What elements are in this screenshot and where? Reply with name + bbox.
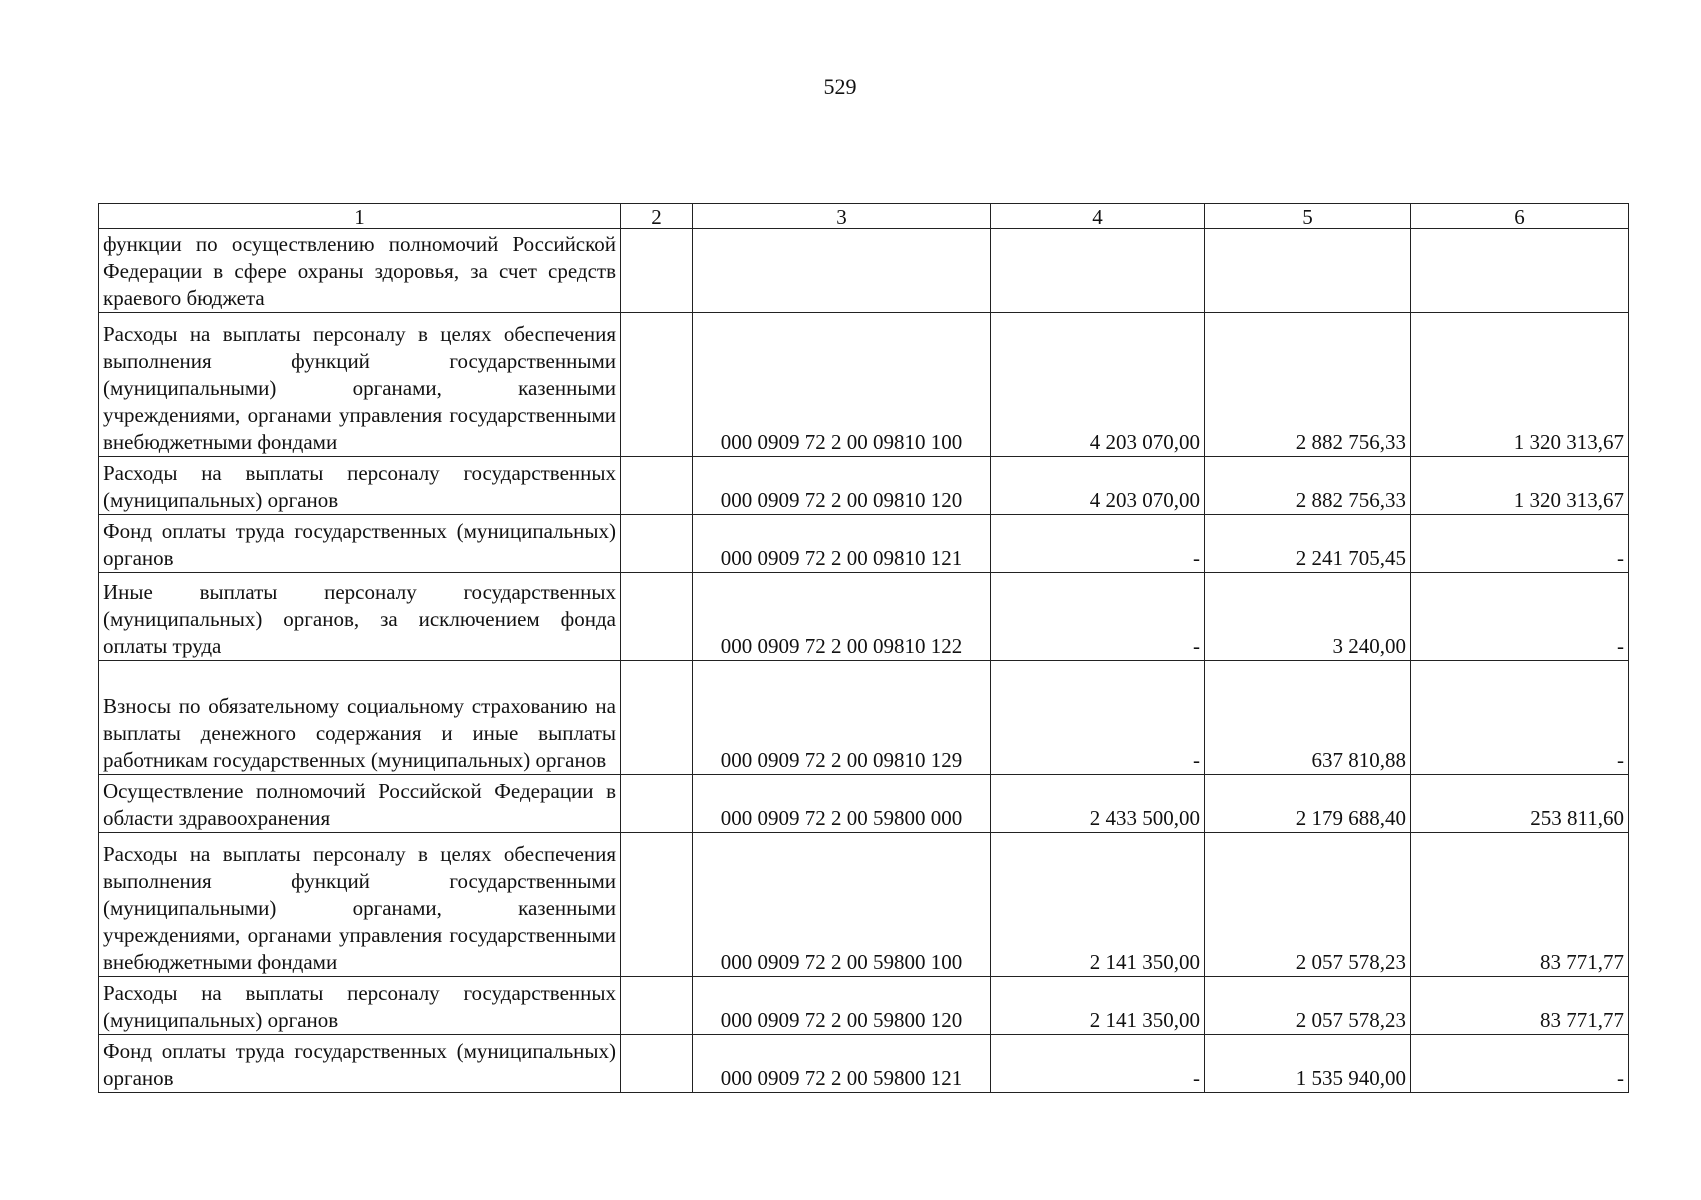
row-col5: 2 057 578,23 xyxy=(1205,833,1411,977)
row-code: 000 0909 72 2 00 09810 100 xyxy=(693,313,991,457)
col-header-5: 5 xyxy=(1205,204,1411,229)
row-col6 xyxy=(1411,229,1629,313)
row-col4: - xyxy=(991,515,1205,573)
row-col4: - xyxy=(991,661,1205,775)
row-col2 xyxy=(621,977,693,1035)
row-col2 xyxy=(621,661,693,775)
table-row xyxy=(99,229,1629,313)
table-row xyxy=(99,977,1629,1035)
row-col6: - xyxy=(1411,1035,1629,1093)
row-description: Фонд оплаты труда государственных (муниципальных) органов xyxy=(99,1035,621,1093)
table-row xyxy=(99,775,1629,833)
row-code xyxy=(693,229,991,313)
page-number: 529 xyxy=(823,74,857,99)
row-col5: 637 810,88 xyxy=(1205,661,1411,775)
row-code: 000 0909 72 2 00 09810 120 xyxy=(693,457,991,515)
row-col6: - xyxy=(1411,661,1629,775)
table-row xyxy=(99,1035,1629,1093)
row-col5: 3 240,00 xyxy=(1205,573,1411,661)
budget-table xyxy=(98,203,1629,1093)
table-row xyxy=(99,515,1629,573)
row-col5 xyxy=(1205,229,1411,313)
row-description: Осуществление полномочий Российской Федерации в области здравоохранения xyxy=(99,775,621,833)
row-code: 000 0909 72 2 00 59800 000 xyxy=(693,775,991,833)
row-col2 xyxy=(621,457,693,515)
row-code: 000 0909 72 2 00 09810 121 xyxy=(693,515,991,573)
row-description: Расходы на выплаты персоналу государственных (муниципальных) органов xyxy=(99,977,621,1035)
row-code: 000 0909 72 2 00 59800 121 xyxy=(693,1035,991,1093)
header-row xyxy=(99,204,1629,229)
table-row xyxy=(99,661,1629,775)
table-row xyxy=(99,573,1629,661)
row-col6: 83 771,77 xyxy=(1411,977,1629,1035)
table-row xyxy=(99,833,1629,977)
row-col2 xyxy=(621,229,693,313)
row-code: 000 0909 72 2 00 09810 122 xyxy=(693,573,991,661)
row-col5: 2 882 756,33 xyxy=(1205,457,1411,515)
row-col5: 2 057 578,23 xyxy=(1205,977,1411,1035)
row-col2 xyxy=(621,775,693,833)
row-col5: 2 241 705,45 xyxy=(1205,515,1411,573)
col-header-4: 4 xyxy=(991,204,1205,229)
col-header-2: 2 xyxy=(621,204,693,229)
row-col6: - xyxy=(1411,573,1629,661)
row-col2 xyxy=(621,515,693,573)
row-col2 xyxy=(621,833,693,977)
row-col6: 83 771,77 xyxy=(1411,833,1629,977)
row-col6: 1 320 313,67 xyxy=(1411,313,1629,457)
row-col4 xyxy=(991,229,1205,313)
row-col4: - xyxy=(991,573,1205,661)
row-description: Фонд оплаты труда государственных (муниципальных) органов xyxy=(99,515,621,573)
row-code: 000 0909 72 2 00 09810 129 xyxy=(693,661,991,775)
row-col2 xyxy=(621,573,693,661)
row-col2 xyxy=(621,313,693,457)
row-col5: 2 179 688,40 xyxy=(1205,775,1411,833)
row-col4: 4 203 070,00 xyxy=(991,457,1205,515)
row-description: Расходы на выплаты персоналу государственных (муниципальных) органов xyxy=(99,457,621,515)
row-code: 000 0909 72 2 00 59800 120 xyxy=(693,977,991,1035)
row-description: Расходы на выплаты персоналу в целях обеспечения выполнения функций государственными (муниципальными) органами, казенными учреждениями, органами управления государственными внебюджетными фондами xyxy=(99,833,621,977)
row-code: 000 0909 72 2 00 59800 100 xyxy=(693,833,991,977)
row-col6: - xyxy=(1411,515,1629,573)
row-description: Расходы на выплаты персоналу в целях обеспечения выполнения функций государственными (муниципальными) органами, казенными учреждениями, органами управления государственными внебюджетными фондами xyxy=(99,313,621,457)
row-col4: 2 141 350,00 xyxy=(991,977,1205,1035)
row-description: Иные выплаты персоналу государственных (муниципальных) органов, за исключением фонда оплаты труда xyxy=(99,573,621,661)
row-col4: - xyxy=(991,1035,1205,1093)
row-col6: 253 811,60 xyxy=(1411,775,1629,833)
row-col2 xyxy=(621,1035,693,1093)
col-header-3: 3 xyxy=(693,204,991,229)
row-col4: 2 141 350,00 xyxy=(991,833,1205,977)
col-header-1: 1 xyxy=(99,204,621,229)
table-row xyxy=(99,457,1629,515)
row-col6: 1 320 313,67 xyxy=(1411,457,1629,515)
row-description: Взносы по обязательному социальному страхованию на выплаты денежного содержания и иные выплаты работникам государственных (муниципальных) органов xyxy=(99,661,621,775)
table-row xyxy=(99,313,1629,457)
row-col4: 2 433 500,00 xyxy=(991,775,1205,833)
row-col5: 1 535 940,00 xyxy=(1205,1035,1411,1093)
col-header-6: 6 xyxy=(1411,204,1629,229)
row-description: функции по осуществлению полномочий Российской Федерации в сфере охраны здоровья, за счет средств краевого бюджета xyxy=(99,229,621,313)
row-col4: 4 203 070,00 xyxy=(991,313,1205,457)
row-col5: 2 882 756,33 xyxy=(1205,313,1411,457)
